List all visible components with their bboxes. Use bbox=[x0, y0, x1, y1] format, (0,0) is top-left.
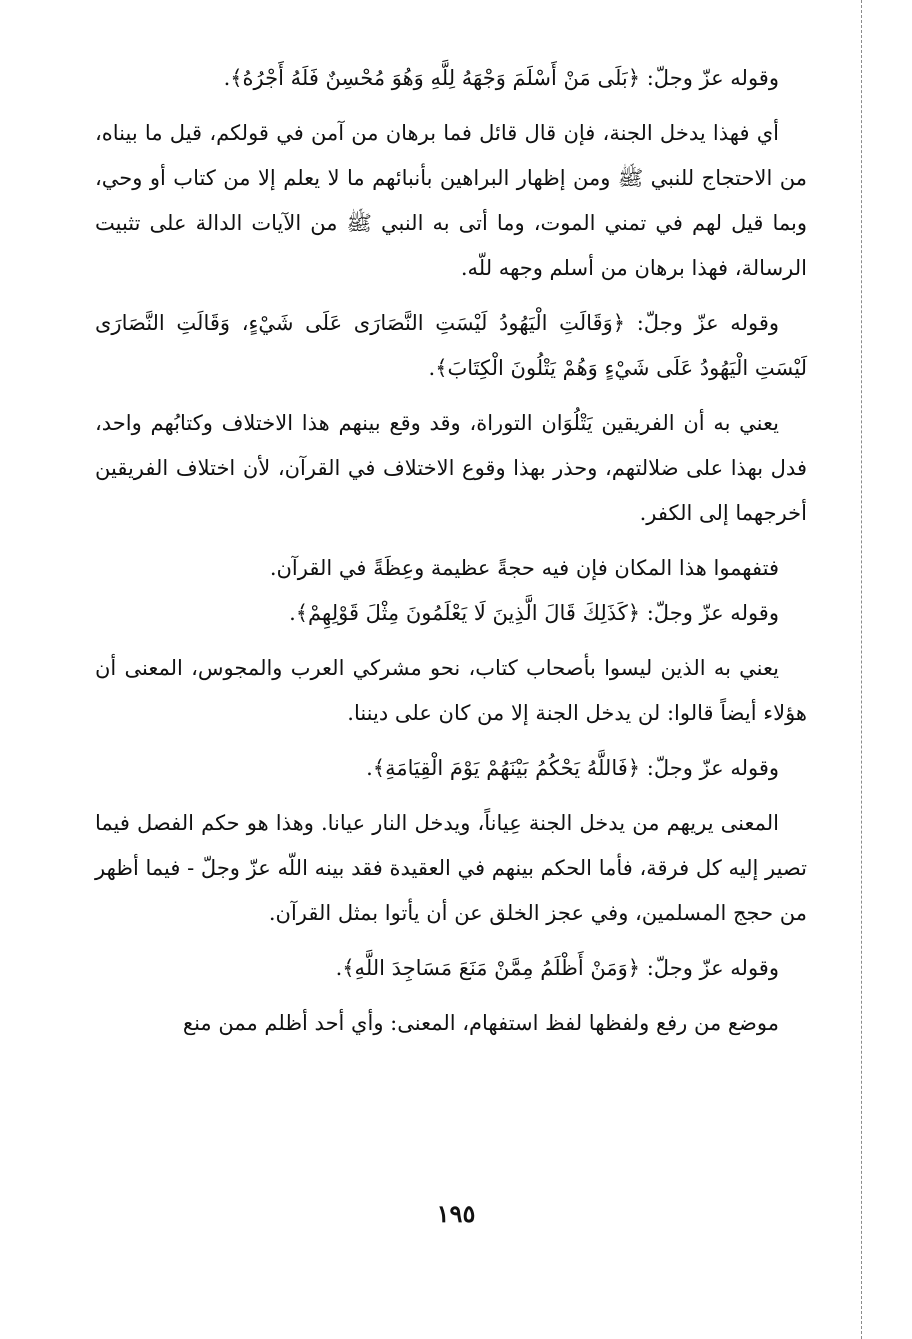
verse-citation: وقوله عزّ وجلّ: ﴿وَمَنْ أَظْلَمُ مِمَّنْ مَنَعَ مَسَاجِدَ اللَّهِ﴾. bbox=[335, 956, 779, 980]
page-body bbox=[95, 56, 807, 1046]
commentary-paragraph: المعنى يريهم من يدخل الجنة عِياناً، ويدخل النار عيانا. وهذا هو حكم الفصل فيما تصير إليه كل فرقة، فأما الحكم بينهم في العقيدة فقد بينه اللّه عزّ وجلّ - فيما أظهر من حجج المسلمين، وفي عجز الخلق عن أن يأتوا بمثل القرآن. bbox=[95, 811, 807, 925]
verse-citation: وقوله عزّ وجلّ: ﴿كَذَلِكَ قَالَ الَّذِينَ لَا يَعْلَمُونَ مِثْلَ قَوْلِهِمْ﴾. bbox=[289, 601, 779, 625]
commentary-line: فتفهموا هذا المكان فإن فيه حجةً عظيمة وعِظَةً في القرآن. bbox=[269, 556, 779, 580]
verse-citation: وقوله عزّ وجلّ: ﴿بَلَى مَنْ أَسْلَمَ وَجْهَهُ لِلَّهِ وَهُوَ مُحْسِنٌ فَلَهُ أَجْرُهُ﴾. bbox=[223, 66, 779, 90]
verse-citation: وقوله عزّ وجلّ: ﴿وَقَالَتِ الْيَهُودُ لَيْسَتِ النَّصَارَى عَلَى شَيْءٍ، وَقَالَتِ النَّصَارَى لَيْسَتِ الْيَهُودُ عَلَى شَيْءٍ وَهُمْ يَتْلُونَ الْكِتَابَ﴾. bbox=[95, 311, 807, 380]
commentary-paragraph: موضع من رفع ولفظها لفظ استفهام، المعنى: وأي أحد أظلم ممن منع bbox=[182, 1011, 779, 1035]
verse-citation: وقوله عزّ وجلّ: ﴿فَاللَّهُ يَحْكُمُ بَيْنَهُمْ يَوْمَ الْقِيَامَةِ﴾. bbox=[366, 756, 779, 780]
page-edge-line bbox=[861, 0, 862, 1339]
commentary-paragraph: يعني به الذين ليسوا بأصحاب كتاب، نحو مشركي العرب والمجوس، المعنى أن هؤلاء أيضاً قالوا: لن يدخل الجنة إلا من كان على ديننا. bbox=[95, 656, 807, 725]
commentary-paragraph: أي فهذا يدخل الجنة، فإن قال قائل فما برهان من آمن في قولكم، قيل ما بيناه، من الاحتجاج للنبي ﷺ ومن إظهار البراهين بأنبائهم ما لا يعلم إلا من كتاب أو وحي، وبما قيل لهم في تمني الموت، وما أتى به النبي ﷺ من الآيات الدالة على تثبيت الرسالة، فهذا برهان من أسلم وجهه للّه. bbox=[95, 121, 807, 280]
commentary-paragraph: يعني به أن الفريقين يَتْلُوَان التوراة، وقد وقع بينهم هذا الاختلاف وكتابُهم واحد، فدل بهذا على ضلالتهم، وحذر بهذا وقوع الاختلاف في القرآن، لأن اختلاف الفريقين أخرجهما إلى الكفر. bbox=[95, 411, 807, 525]
page-number: ١٩٥ bbox=[436, 1199, 476, 1228]
